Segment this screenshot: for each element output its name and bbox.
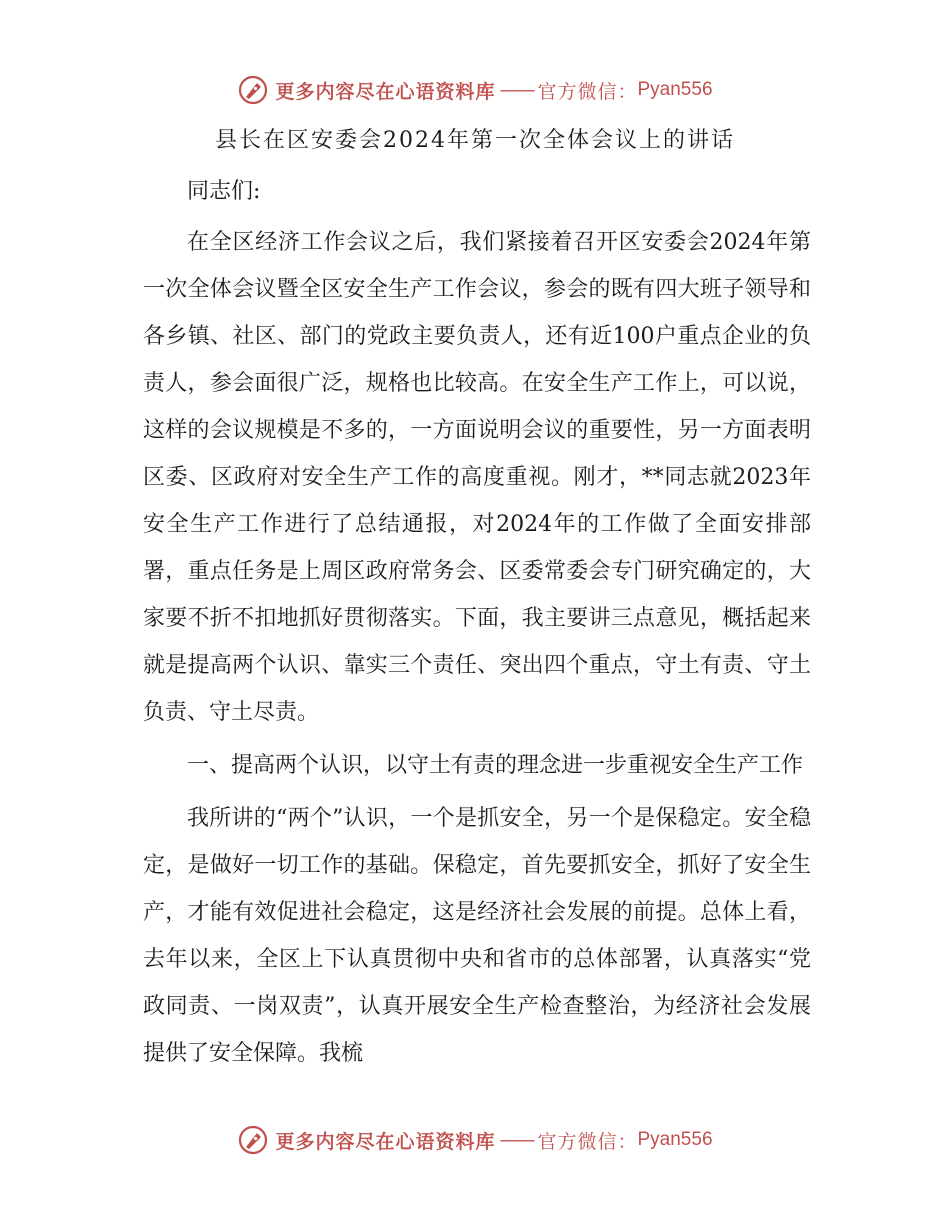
- banner-account: Pyan556: [637, 79, 713, 100]
- pen-nib-logo-icon: [237, 74, 269, 106]
- banner-official-label: 官方微信：: [537, 80, 638, 103]
- salutation: 同志们:: [187, 179, 261, 204]
- banner-brand-text: 更多内容尽在心语资料库: [275, 80, 496, 103]
- banner-separator: ——: [499, 1129, 534, 1151]
- section-heading-1: 一、提高两个认识，以守土有责的理念进一步重视安全生产工作: [187, 753, 804, 778]
- banner-official-label: 官方微信：: [537, 1130, 638, 1153]
- paragraph-intro: 在全区经济工作会议之后，我们紧接着召开区安委会2024年第一次全体会议暨全区安全生产工作会议，参会的既有四大班子领导和各乡镇、社区、部门的党政主要负责人，还有近100户重点企业的负责人，参会面很广泛，规格也比较高。在安全生产工作上，可以说，这样的会议规模是不多的，一方面说明会议的重要性，另一方面表明区委、区政府对安全生产工作的高度重视。刚才，**同志就2023年安全生产工作进行了总结通报，对2024年的工作做了全面安排部署，重点任务是上周区政府常务会、区委常委会专门研究确定的，大家要不折不扣地抓好贯彻落实。下面，我主要讲三点意见，概括起来就是提高两个认识、靠实三个责任、突出四个重点，守土有责、守土负责、守土尽责。: [143, 230, 811, 725]
- pen-nib-logo-icon: [237, 1124, 269, 1156]
- document-title: 县长在区安委会2024年第一次全体会议上的讲话: [215, 128, 735, 153]
- banner-brand-text: 更多内容尽在心语资料库: [275, 1130, 496, 1153]
- banner-separator: ——: [499, 79, 534, 101]
- paragraph-section-1: 我所讲的“两个”认识，一个是抓安全，另一个是保稳定。安全稳定，是做好一切工作的基础。保稳定，首先要抓安全，抓好了安全生产，才能有效促进社会稳定，这是经济社会发展的前提。总体上看，去年以来，全区上下认真贯彻中央和省市的总体部署，认真落实“党政同责、一岗双责”，认真开展安全生产检查整治，为经济社会发展提供了安全保障。我梳: [143, 806, 811, 1066]
- watermark-banner-bottom: [0, 1120, 950, 1160]
- document-body: [143, 168, 811, 1077]
- watermark-banner-top: [0, 70, 950, 110]
- banner-account: Pyan556: [637, 1129, 713, 1150]
